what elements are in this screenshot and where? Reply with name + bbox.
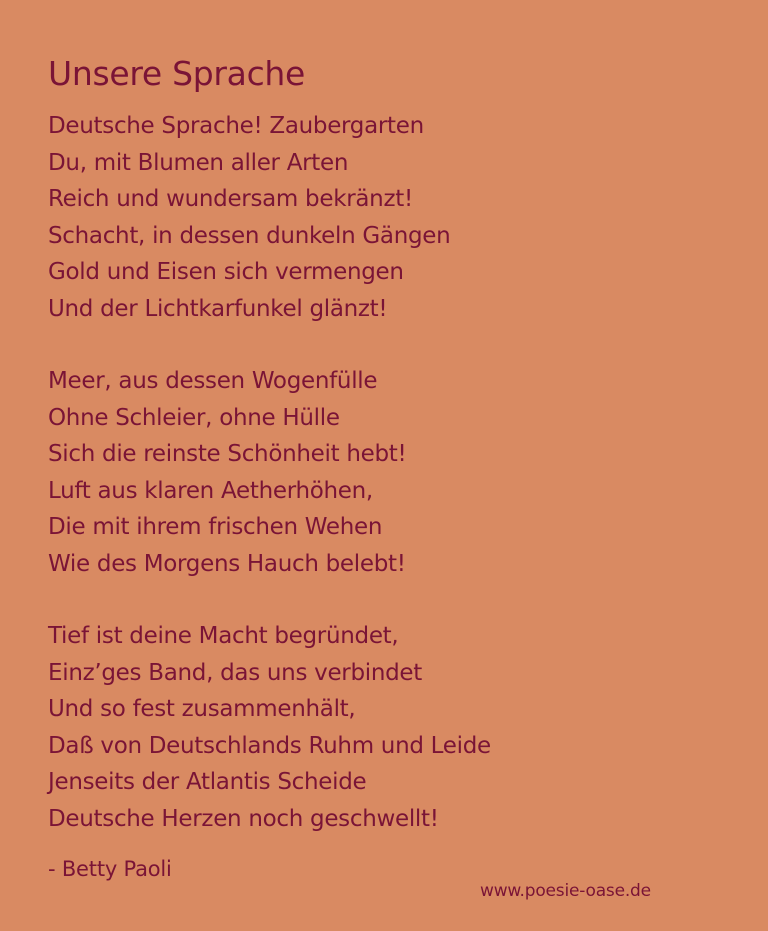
poem-line: Deutsche Sprache! Zaubergarten — [48, 113, 424, 139]
poem-line: Und so fest zusammenhält, — [48, 696, 356, 722]
poem-author: - Betty Paoli — [48, 857, 172, 881]
stanza-1 — [48, 108, 728, 327]
poem-line: Sich die reinste Schönheit hebt! — [48, 441, 407, 467]
poem-line: Einz’ges Band, das uns verbindet — [48, 659, 422, 686]
poem-line: Tief ist deine Macht begründet, — [48, 623, 399, 649]
poem-line: Jenseits der Atlantis Scheide — [48, 769, 367, 795]
stanza-2 — [48, 363, 728, 582]
poem-line: Deutsche Herzen noch geschwellt! — [48, 805, 439, 832]
poem-line: Schacht, in dessen dunkeln Gängen — [48, 222, 451, 249]
poem-line: Reich und wundersam bekränzt! — [48, 186, 413, 212]
poem-title: Unsere Sprache — [48, 54, 306, 93]
poem-line: Meer, aus dessen Wogenfülle — [48, 368, 378, 394]
poem-line: Gold und Eisen sich vermengen — [48, 259, 404, 285]
poem-line: Wie des Morgens Hauch belebt! — [48, 550, 406, 577]
poem-line: Und der Lichtkarfunkel glänzt! — [48, 295, 388, 322]
poem-line: Luft aus klaren Aetherhöhen, — [48, 477, 373, 504]
stanza-3 — [48, 618, 728, 837]
poem-line: Daß von Deutschlands Ruhm und Leide — [48, 732, 491, 759]
poem-line: Die mit ihrem frischen Wehen — [48, 514, 383, 540]
poem-line: Ohne Schleier, ohne Hülle — [48, 404, 340, 431]
site-url: www.poesie-oase.de — [480, 881, 651, 901]
poem-line: Du, mit Blumen aller Arten — [48, 149, 349, 176]
poem-card — [48, 52, 728, 873]
